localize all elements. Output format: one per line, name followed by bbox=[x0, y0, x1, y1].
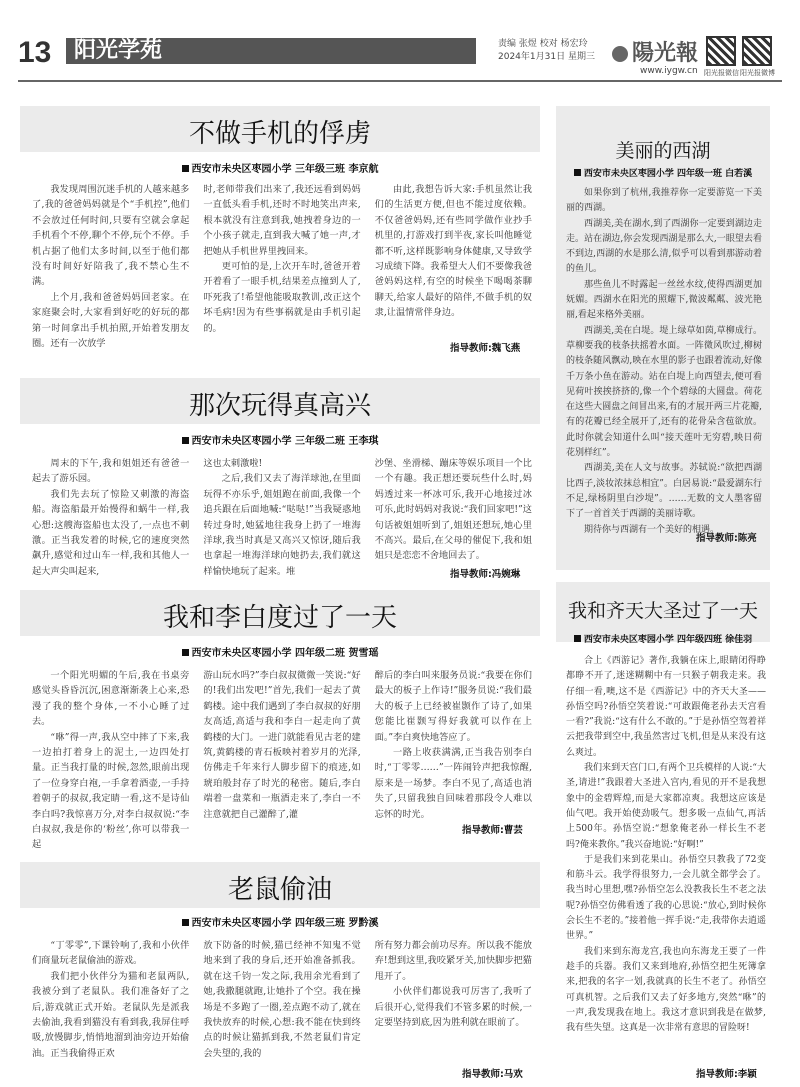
instructor-credit: 指导教师:冯婉琳 bbox=[450, 569, 521, 580]
sidebar-body: 如果你到了杭州,我推荐你一定要游览一下美丽的西湖。 西湖美,美在湖水,到了西湖你一定要到湖边走走。站在湖边,你会发现西湖是那么大,一眼望去看不到边,西湖的水是那么清,似乎可以看到那游动着的鱼儿。 那些鱼儿不时露起一丝丝水纹,使得西湖更加妩媚。西湖水在阳光的照耀下,微波粼粼、波光艳丽,看起来格外美丽。 西湖美,美在白堤。堤上绿草如茵,草柳成行。草柳要我的枝条扶摇着水面。一阵微风吹过,柳树的枝条随风飘动,映在水里的影子也跟着流动,好像千万条小鱼在游动。站在白堤上向西望去,便可看见荷叶挨挨挤挤的,像一个个碧绿的大圆盘。荷花在这些大圆盘之间冒出来,有的才展开两三片花瓣,有的花瓣已经全展开了,还有的花骨朵含苞欲放。此时你就会知道什么叫“接天莲叶无穷碧,映日荷花别样红”。 西湖美,美在人文与故事。苏轼说:“欲把西湖比西子,淡妆浓抹总相宜”。白居易说:“最爱湖东行不足,绿杨阴里白沙堤”。……无数的文人墨客留下了一首首关于西湖的美丽诗歌。 期待你与西湖有一个美好的相遇。 bbox=[566, 188, 762, 535]
article-byline: 西安市未央区枣园小学 四年级三班 罗黔溪 bbox=[20, 914, 540, 929]
article-title: 那次玩得真高兴 bbox=[188, 391, 371, 421]
sidebar-body: 合上《西游记》著作,我躺在床上,眼睛闭得睁都睁不开了,迷迷糊糊中有一只猴子朝我走来。我仔细一看,噢,这不是《西游记》中的齐天大圣——孙悟空吗?孙悟空笑着说:“可敢跟俺老孙去天宫看一看?”我说:“这有什么不敢的。”于是孙悟空驾着祥云把我带到空中,我虽然害过飞机,但是从来没有这么爽过。 我们来到天宫门口,有两个卫兵模样的人说:“大圣,请进!”我跟着大圣进入宫内,看见的开不是我想象中的金碧辉煌,而是大家都凉爽。我想这应该是仙气吧。我开始使劲吸气。想多吸一点仙气,再活上500年。孙悟空说:“想象俺老孙一样长生不老吗?俺来教你。”我兴奋地说:“好啊!” 于是我们来到花果山。孙悟空只教我了72变和筋斗云。我学得很努力,一会儿就全都学会了。我当时心里想,嘿?孙悟空怎么没教我长生不老之法呢?孙悟空仿佛看透了我的心思说:“放心,到时候你会长生不老的。”接着他一挥手说:“走,我带你去逍遥世界。” 我们来到东海龙宫,我也向东海龙王要了一件趁手的兵器。我们又来到地府,孙悟空把生死簿拿来,把我的名字一划,我就真的长生不老了。孙悟空可真机智。之后我们又去了好多地方,突然“咻”的一声,我发现我在地上。我这才意识到我是在做梦,我有些失望。这真是一次非常有意思的冒险呀! bbox=[566, 656, 766, 1034]
sidebar-byline: 西安市未央区枣园小学 四年级一班 白若溪 bbox=[556, 166, 770, 179]
article-column: 所有努力都会前功尽弃。所以我不能放弃!想到这里,我咬紧牙关,加快脚步把猫甩开了。 小伙伴们都说我可厉害了,我听了后很开心,觉得我们不管多累的时候,一定要坚持到底,因为胜利就在眼前了。 bbox=[374, 940, 532, 1029]
header-divider bbox=[18, 80, 782, 82]
sidebar-title: 美丽的西湖 bbox=[615, 140, 711, 162]
instructor-credit: 指导教师:李颖 bbox=[696, 1069, 757, 1080]
sidebar-title: 我和齐天大圣过了一天 bbox=[567, 600, 758, 622]
article-column: 这也太刺激啦! 之后,我们又去了海洋球池,在里面玩得不亦乐乎,姐姐跑在前面,我像一个追兵跟在后面地喊:“哒哒!”当我疑惑地转过身时,她猛地往我身上扔了一堆海洋球,我当时真是又高兴又惊讶,随后我也拿起一堆海洋球向她扔去,我们就这样愉快地玩了起来。堆 bbox=[203, 458, 361, 577]
article-byline: 西安市未央区枣园小学 三年级二班 王李琪 bbox=[20, 432, 540, 447]
website-url[interactable]: www.iygw.cn bbox=[640, 66, 698, 76]
sidebar-byline: 西安市未央区枣园小学 四年级四班 徐佳羽 bbox=[556, 632, 770, 645]
section-title: 阳光学苑 bbox=[74, 38, 163, 63]
article-column: 时,老师带我们出来了,我还远看到妈妈一直低头看手机,还时不时地笑出声来,根本就没有注意到我,她拽着身边的一个小孩子就走,直到我大喊了她一声,才把她从手机世界里拽回来。 更可怕的是,上次开车时,爸爸开着开着看了一眼手机,结果差点撞到人了,吓死我了!希望他能吸取教训,改正这个坏毛病!因为有些事祸就是由手机引起的。 bbox=[203, 184, 361, 334]
article-column: 一个阳光明媚的午后,我在书桌旁感觉头昏昏沉沉,困意渐渐袭上心来,恐漫了我的整个身体,一不小心睡了过去。 “咻”得一声,我从空中摔了下来,我一边拍打着身上的泥土,一边四处打量。正当我打量的时候,忽然,眼前出现了一位身穿白袍,一手拿着酒壶,一手持着朝子的叔叔,我定睛一看,这不是诗仙李白吗?我惊喜万分,对李白叔叔说:“李白叔叔,我是你的‘粉丝’,你可以带我一起 bbox=[32, 670, 190, 851]
instructor-credit: 指导教师:曹芸 bbox=[462, 825, 523, 836]
article-title: 不做手机的俘虏 bbox=[188, 119, 371, 149]
article-title: 老鼠偷油 bbox=[227, 875, 332, 905]
instructor-credit: 指导教师:魏飞燕 bbox=[450, 343, 521, 354]
article-column: 沙堡、坐滑梯、蹦床等娱乐项目一个比一个有趣。我正想还要玩些什么时,妈妈透过来一杯冰可乐,我开心地接过冰可乐,此时妈妈对我说:“我们回家吧!”这句话被姐姐听到了,姐姐还想玩,她心里不高兴。最后,在父母的催促下,我和姐姐只是恋恋不舍地回去了。 bbox=[374, 458, 532, 562]
article-title: 我和李白度过了一天 bbox=[162, 603, 397, 633]
date-line: 2024年1月31日 星期三 bbox=[498, 52, 595, 62]
qr-code-icon bbox=[706, 36, 736, 66]
instructor-credit: 指导教师:马欢 bbox=[462, 1069, 523, 1080]
logo-text: 陽光報 bbox=[632, 40, 699, 66]
sun-icon bbox=[612, 46, 628, 62]
article-body bbox=[32, 456, 532, 582]
qr1-caption: 阳光报微信 bbox=[704, 69, 739, 77]
article-column: “丁零零”,下课铃响了,我和小伙伴们商量玩老鼠偷油的游戏。 我们把小伙伴分为猫和老鼠两队,我被分到了老鼠队。我们准备好了之后,游戏就正式开始。老鼠队先是派我去偷油,我看到猫没有看到我,我屏住呼吸,放慢脚步,悄悄地溜到油旁边开始偷油。正当我偷得正欢 bbox=[32, 940, 190, 1059]
article-byline: 西安市未央区枣园小学 三年级三班 李京航 bbox=[20, 160, 540, 175]
article-column: 醉后的李白叫来服务员说:“我要在你们最大的板子上作诗!”服务员说:“我们最大的板子上已经被崔颢作了诗了,如果您能比崔颢写得好我就可以作在上面。”李白爽快地答应了。 一路上收获满满,正当我告别李白时,“丁零零……”一阵闹铃声把我惊醒,原来是一场梦。李白不见了,高适也消失了,只留我独自回味着那段令人难以忘怀的时光。 bbox=[374, 670, 532, 820]
qr-code-icon bbox=[742, 36, 772, 66]
article-column: 由此,我想告诉大家:手机虽然让我们的生活更方便,但也不能过度依赖。不仅爸爸妈妈,还有些同学做作业抄手机里的,打游戏打到半夜,家长叫他睡觉都不听,这样既影响身体健康,又导致学习成绩下降。我希望大人们不要像我爸爸妈妈这样,有空的时候坐下喝喝茶聊聊天,给家人最好的陪伴,不做手机的奴隶,让温情常伴身边。 bbox=[374, 184, 532, 319]
article-column: 周末的下午,我和姐姐还有爸爸一起去了游乐园。 我们先去玩了惊险又刺激的海盗船。海盗船最开始慢得和蜗牛一样,我心想:这艘海盗船也太没了,一点也不刺激。正当我发着的时候,它的速度突然飙升,感觉和过山车一样,我和其他人一起大声尖叫起来, bbox=[32, 458, 190, 577]
page-number: 13 bbox=[18, 36, 52, 69]
editor-line: 责编 张煜 校对 杨宏玲 bbox=[498, 39, 588, 49]
article-byline: 西安市未央区枣园小学 四年级二班 贺雪瑶 bbox=[20, 644, 540, 659]
article-column: 放下防备的时候,猫已经神不知鬼不觉地来到了我的身后,还开始准备抓我。就在这千钧一发之际,我用余光看到了她,我撒腿就跑,让她扑了个空。我在操场是不多跑了一圈,差点跑不动了,就在我快放弃的时候,心想:我不能在快到终点的时候让猫抓到我,不然老鼠们肯定会失望的,我的 bbox=[203, 940, 361, 1059]
instructor-credit: 指导教师:陈亮 bbox=[696, 533, 757, 544]
article-column: 游山玩水吗?”李白叔叔微微一笑说:“好的!我们出发吧!”首先,我们一起去了黄鹤楼。途中我们遇到了李白叔叔的好朋友高适,高适与我和李白一起走向了黄鹤楼的大门。一进门就能看见古老的建筑,黄鹤楼的青石板映衬着岁月的光泽,仿佛走千年来行人脚步留下的痕迹,如琥珀般封存了时光的秘密。随后,李白端着一盘菜和一瓶酒走来了,李白一不注意就把自己灌醉了,灌 bbox=[203, 670, 361, 820]
article-column: 我发现周围沉迷手机的人越来越多了,我的爸爸妈妈就是个“手机控”,他们不会放过任何时间,只要有空就会拿起手机看个不停,聊个不停,玩个不停。手机占据了他们太多时间,以至于他们都没有时间好好陪我了,我不禁心生不满。 上个月,我和爸爸妈妈回老家。在家庭聚会时,大家看到好吃的好玩的都第一时间拿出手机拍照,开始着发朋友圈。还有一次放学 bbox=[32, 184, 190, 350]
article-body bbox=[32, 938, 532, 1064]
newspaper-logo bbox=[612, 36, 698, 67]
editor-info bbox=[498, 38, 595, 64]
qr2-caption: 阳光报微博 bbox=[740, 69, 775, 77]
